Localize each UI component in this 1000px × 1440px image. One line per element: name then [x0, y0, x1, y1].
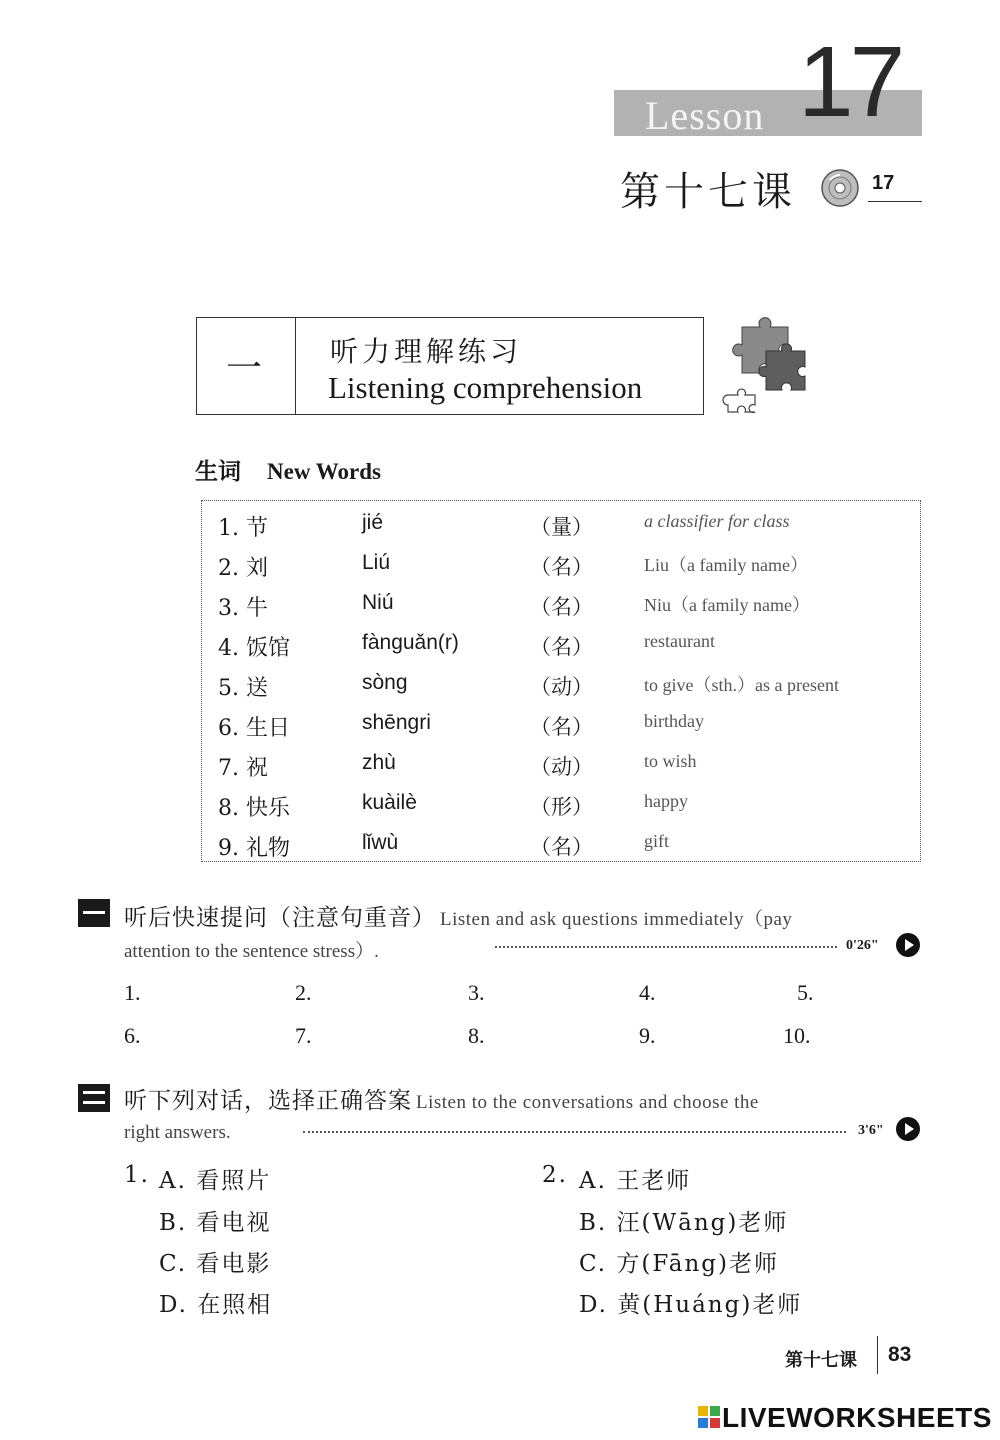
section-title-cn: 听力理解练习	[330, 335, 523, 368]
exercise-1-title-en: Listen and ask questions immediately（pay	[440, 909, 793, 930]
question-number: 4.	[639, 980, 656, 1005]
exercise-2-title	[124, 1082, 759, 1115]
answer-option[interactable]: D. 在照相	[159, 1292, 273, 1318]
vocab-word: 1. 节	[218, 516, 268, 541]
cd-icon	[820, 168, 860, 208]
question-number: 9.	[639, 1023, 656, 1048]
question-number: 5.	[797, 980, 814, 1005]
vocab-english: a classifier for class	[644, 511, 790, 531]
answer-option[interactable]: B. 看电视	[159, 1210, 272, 1236]
vocab-english: gift	[644, 831, 669, 851]
vocab-pos: （名）	[530, 635, 593, 659]
play-icon[interactable]	[896, 1117, 920, 1141]
vocab-pinyin: jié	[362, 511, 384, 534]
play-icon[interactable]	[896, 933, 920, 957]
vocab-pos: （动）	[530, 675, 593, 699]
dotted-leader	[495, 946, 837, 948]
vocab-pos: （名）	[530, 595, 593, 619]
exercise-2-title-continued: right answers.	[124, 1122, 231, 1143]
vocab-pos: （名）	[530, 715, 593, 739]
vocab-pos: （名）	[530, 835, 593, 859]
divider	[877, 1336, 878, 1374]
question-number: 2.	[295, 980, 312, 1005]
question-number: 10.	[783, 1023, 811, 1048]
question-number: 8.	[468, 1023, 485, 1048]
question-number: 3.	[468, 980, 485, 1005]
section-title-en: Listening comprehension	[328, 370, 643, 405]
exercise-two-icon	[78, 1084, 110, 1112]
new-words-title	[195, 453, 381, 486]
question-number: 7.	[295, 1023, 312, 1048]
vocab-word: 2. 刘	[218, 556, 268, 581]
lesson-number: 17	[798, 26, 902, 138]
vocab-pinyin: sòng	[362, 671, 408, 694]
exercise-2-title-en: Listen to the conversations and choose the	[416, 1092, 759, 1113]
answer-option[interactable]: C. 方(Fāng)老师	[579, 1251, 779, 1277]
vocab-pinyin: kuàilè	[362, 791, 417, 814]
vocab-word: 9. 礼物	[218, 836, 290, 861]
dotted-leader	[303, 1131, 846, 1133]
vocab-pos: （动）	[530, 755, 593, 779]
puzzle-icon	[720, 315, 815, 415]
vocab-word: 3. 牛	[218, 596, 268, 621]
vocab-english: happy	[644, 791, 688, 811]
exercise-1-title	[124, 899, 792, 932]
vocab-pos: （量）	[530, 515, 593, 539]
footer-lesson-cn: 第十七课	[785, 1350, 857, 1371]
answer-option[interactable]: C. 看电影	[159, 1251, 272, 1277]
new-words-title-cn: 生词	[195, 458, 241, 485]
lesson-word: Lesson	[645, 93, 765, 138]
vocab-pinyin: shēngri	[362, 711, 431, 734]
exercise-2-title-cn: 听下列对话，选择正确答案	[124, 1088, 412, 1114]
watermark-text: LIVEWORKSHEETS	[722, 1402, 992, 1433]
vocab-pinyin: lǐwù	[362, 831, 399, 854]
question-number: 6.	[124, 1023, 141, 1048]
divider	[868, 201, 922, 202]
vocab-word: 8. 快乐	[218, 796, 290, 821]
section-number: 一	[226, 348, 263, 389]
exercise-one-icon	[78, 899, 110, 927]
vocab-english: Liu（a family name）	[644, 555, 808, 575]
vocab-word: 4. 饭馆	[218, 636, 290, 661]
lesson-title-cn: 第十七课	[620, 169, 796, 215]
vocab-english: to wish	[644, 751, 697, 771]
vocab-english: birthday	[644, 711, 704, 731]
audio-time: 0'26"	[846, 938, 879, 953]
exercise-1-title-cn: 听后快速提问（注意句重音）	[124, 905, 436, 931]
vocab-pinyin: fànguǎn(r)	[362, 631, 459, 654]
answer-option[interactable]: A. 王老师	[579, 1168, 692, 1194]
vocab-pinyin: zhù	[362, 751, 396, 774]
vocab-pinyin: Liú	[362, 551, 391, 574]
question-number: 1.	[124, 980, 141, 1005]
track-number: 17	[872, 172, 895, 194]
answer-option[interactable]: D. 黄(Huáng)老师	[579, 1292, 803, 1318]
vocab-english: Niu（a family name）	[644, 595, 810, 615]
vocab-word: 6. 生日	[218, 716, 290, 741]
vocab-word: 5. 送	[218, 676, 268, 701]
vocab-word: 7. 祝	[218, 756, 268, 781]
vocab-pinyin: Niú	[362, 591, 394, 614]
liveworksheets-logo-icon	[698, 1406, 720, 1428]
vocab-english: to give（sth.）as a present	[644, 675, 839, 695]
question-number: 1.	[124, 1162, 150, 1188]
vocabulary-list	[201, 500, 921, 862]
vocab-english: restaurant	[644, 631, 715, 651]
question-number: 2.	[542, 1162, 568, 1188]
new-words-title-en: New Words	[267, 459, 381, 484]
audio-time: 3'6"	[858, 1123, 884, 1138]
divider	[295, 317, 296, 415]
answer-option[interactable]: B. 汪(Wāng)老师	[579, 1210, 789, 1236]
vocab-pos: （形）	[530, 795, 593, 819]
exercise-1-title-continued: attention to the sentence stress）.	[124, 941, 379, 962]
answer-option[interactable]: A. 看照片	[159, 1168, 272, 1194]
vocab-pos: （名）	[530, 555, 593, 579]
page-number: 83	[888, 1343, 912, 1366]
